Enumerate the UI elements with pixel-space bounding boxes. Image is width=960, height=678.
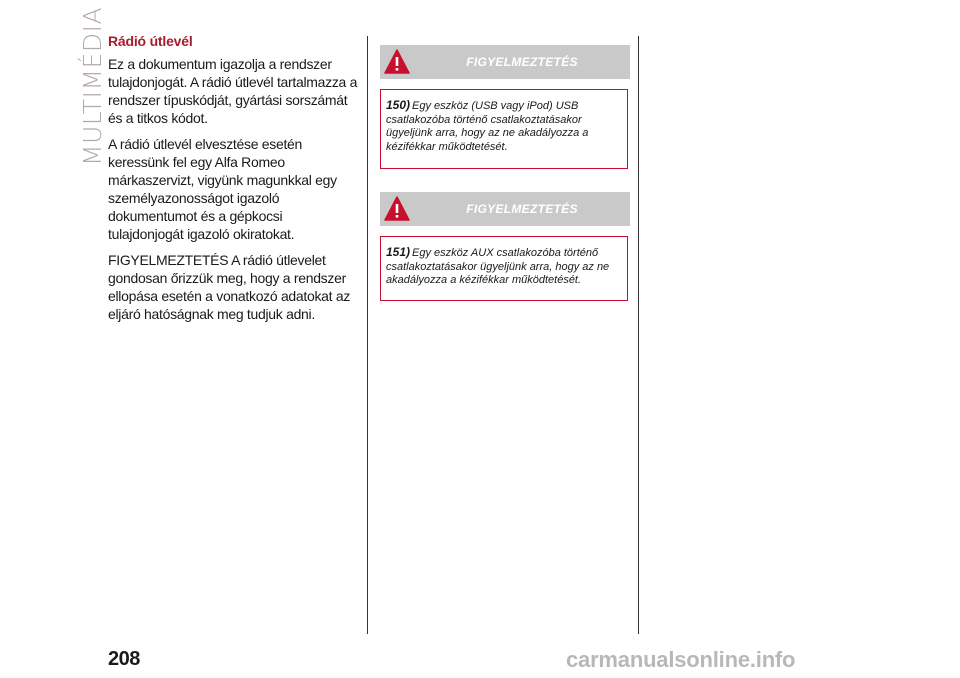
warning-title-1: FIGYELMEZTETÉS (466, 55, 578, 69)
paragraph-3: FIGYELMEZTETÉS A rádió útlevelet gondosan őrizzük meg, hogy a rendszer ellopása esetén a vonatkozó adatokat az eljáró hatóságnak meg tudjuk adni. (108, 252, 351, 322)
page-number: 208 (108, 648, 140, 670)
paragraph-1: Ez a dokumentum igazolja a rendszer tulajdonjogát. A rádió útlevél tartalmazza a rendszer típuskódját, gyártási sorszámát és a titkos kódot. (108, 56, 358, 126)
warning-text-1: Egy eszköz (USB vagy iPod) USB csatlakozóba történő csatlakoztatásakor ügyeljünk arra, hogy az ne akadályozza a kézifékkar működtetését. (386, 100, 589, 153)
section-side-label-text: MULTIMÉDIA (78, 6, 107, 166)
column-divider-1 (367, 36, 368, 634)
warning-box-1 (380, 89, 628, 169)
section-title: Rádió útlevél (108, 33, 193, 49)
warning-number-2: 151) (386, 245, 411, 259)
section-side-label (52, 6, 107, 170)
warning-title-2: FIGYELMEZTETÉS (466, 202, 578, 216)
warning-triangle-icon (384, 196, 410, 222)
warning-text-2: Egy eszköz AUX csatlakozóba történő csatlakoztatásakor ügyeljünk arra, hogy az ne akadályozza a kézifékkar működtetését. (386, 247, 610, 286)
warning-number-1: 150) (386, 98, 411, 112)
warning-header-1 (380, 45, 630, 79)
warning-triangle-icon (384, 49, 410, 75)
warning-box-2 (380, 236, 628, 301)
warning-header-2 (380, 192, 630, 226)
paragraph-2: A rádió útlevél elvesztése esetén keressünk fel egy Alfa Romeo márkaszervizt, vigyünk magunkkal egy személyazonosságot igazoló dokumentumot és a gépkocsi tulajdonjogát igazoló okiratokat. (108, 136, 337, 242)
watermark: carmanualsonline.info (566, 647, 796, 672)
left-column (108, 33, 360, 331)
column-divider-2 (638, 36, 639, 634)
